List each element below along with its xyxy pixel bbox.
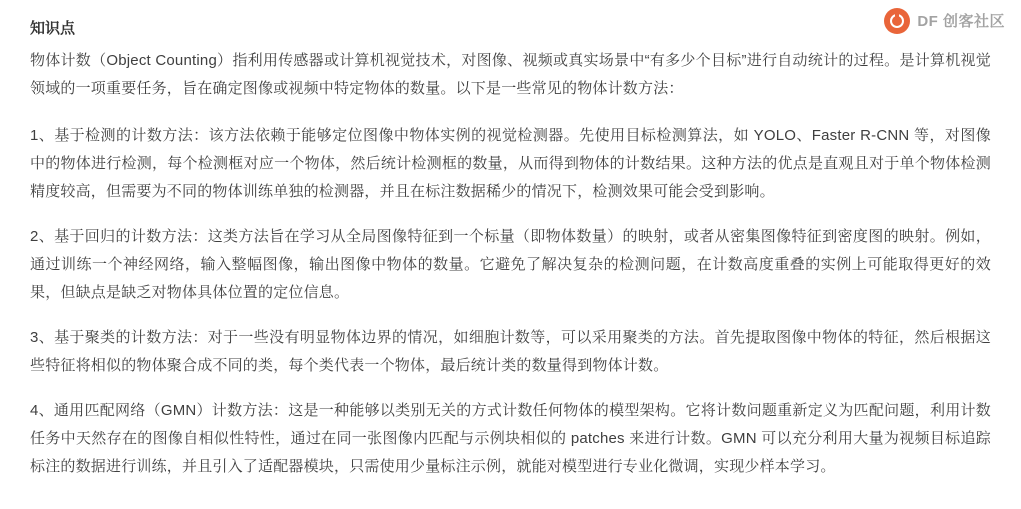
paragraph-intro: 物体计数（Object Counting）指利用传感器或计算机视觉技术，对图像、视频或真实场景中“有多少个目标”进行自动统计的过程。是计算机视觉领域的一项重要任务，旨在确定图像或视频中特定物体的数量。以下是一些常见的物体计数方法： — [30, 51, 991, 97]
watermark-label: DF 创客社区 — [917, 12, 1005, 30]
paragraph-method-gmn: 4、通用匹配网络（GMN）计数方法：这是一种能够以类别无关的方式计数任何物体的模型架构。它将计数问题重新定义为匹配问题，利用计数任务中天然存在的图像自相似性特性，通过在同一张图像内匹配与示例块相似的 patches 来进行计数。GMN 可以充分利用大量为视频目标追踪标注的数据进行训练，并且引入了适配器模块，只需使用少量标注示例，就能对模型进行专业化微调，实现少样本学习。 — [30, 401, 991, 475]
paragraph-method-clustering: 3、基于聚类的计数方法：对于一些没有明显物体边界的情况，如细胞计数等，可以采用聚类的方法。首先提取图像中物体的特征，然后根据这些特征将相似的物体聚合成不同的类，每个类代表一个物体，最后统计类的数量得到物体计数。 — [30, 328, 991, 374]
paragraph-method-detection: 1、基于检测的计数方法：该方法依赖于能够定位图像中物体实例的视觉检测器。先使用目标检测算法，如 YOLO、Faster R-CNN 等，对图像中的物体进行检测，每个检测框对应一个物体，然后统计检测框的数量，从而得到物体的计数结果。这种方法的优点是直观且对于单个物体检测精度较高，但需要为不同的物体训练单独的检测器，并且在标注数据稀少的情况下，检测效果可能会受到影响。 — [30, 126, 991, 200]
paragraph-method-regression: 2、基于回归的计数方法：这类方法旨在学习从全局图像特征到一个标量（即物体数量）的映射，或者从密集图像特征到密度图的映射。例如，通过训练一个神经网络，输入整幅图像，输出图像中物体的数量。它避免了解决复杂的检测问题，在计数高度重叠的实例上可能取得更好的效果，但缺点是缺乏对物体具体位置的定位信息。 — [30, 227, 991, 301]
page-title: 知识点 — [30, 20, 76, 37]
